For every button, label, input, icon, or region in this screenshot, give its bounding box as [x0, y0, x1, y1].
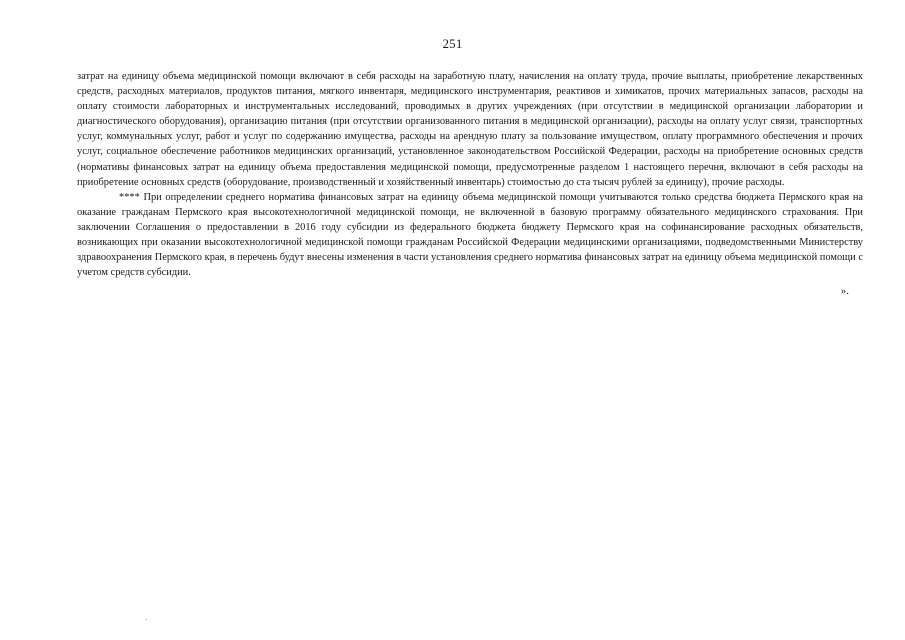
paragraph-cost-composition: затрат на единицу объема медицинской помощи включают в себя расходы на заработную плату, начисления на оплату труда, прочие выплаты, приобретение лекарственных средств, расходных материалов, продуктов питания, мягкого инвентаря, медицинского инструментария, реактивов и химикатов, прочих материальных запасов, расходы на оплату стоимости лабораторных и инструментальных исследований, проводимых в других учреждениях (при отсутствии в медицинской организации лаборатории и диагностического оборудования), организацию питания (при отсутствии организованного питания в медицинской организации), расходы на оплату услуг связи, транспортных услуг, коммунальных услуг, работ и услуг по содержанию имущества, расходы на арендную плату за пользование имуществом, оплату программного обеспечения и прочих услуг, социальное обеспечение работников медицинских организаций, установленное законодательством Российской Федерации, расходы на приобретение основных средств (нормативы финансовых затрат на единицу объема предоставления медицинской помощи, предусмотренные разделом 1 настоящего перечня, включают в себя расходы на приобретение основных средств (оборудование, производственный и хозяйственный инвентарь) стоимостью до ста тысяч рублей за единицу), прочие расходы. [77, 71, 863, 188]
paragraph-footnote-four-stars: **** При определении среднего норматива финансовых затрат на единицу объема медицинской помощи учитываются только средства бюджета Пермского края на оказание гражданам Пермского края высокотехнологичной медицинской помощи, не включенной в базовую программу обязательного медицинского страхования. При заключении Соглашения о предоставлении в 2016 году субсидии из федерального бюджета бюджету Пермского края на софинансирование расходных обязательств, возникающих при оказании высокотехнологичной медицинской помощи гражданам Российской Федерации медицинскими организациями, подведомственными Министерству здравоохранения Пермского края, в перечень будут внесены изменения в части установления среднего норматива финансовых затрат на единицу объема медицинской помощи с учетом средств субсидии. [77, 191, 863, 279]
document-body [77, 69, 863, 299]
scan-artifact-dot [146, 619, 147, 620]
page-number: 251 [442, 36, 463, 51]
closing-quote-mark: ». [840, 285, 849, 298]
